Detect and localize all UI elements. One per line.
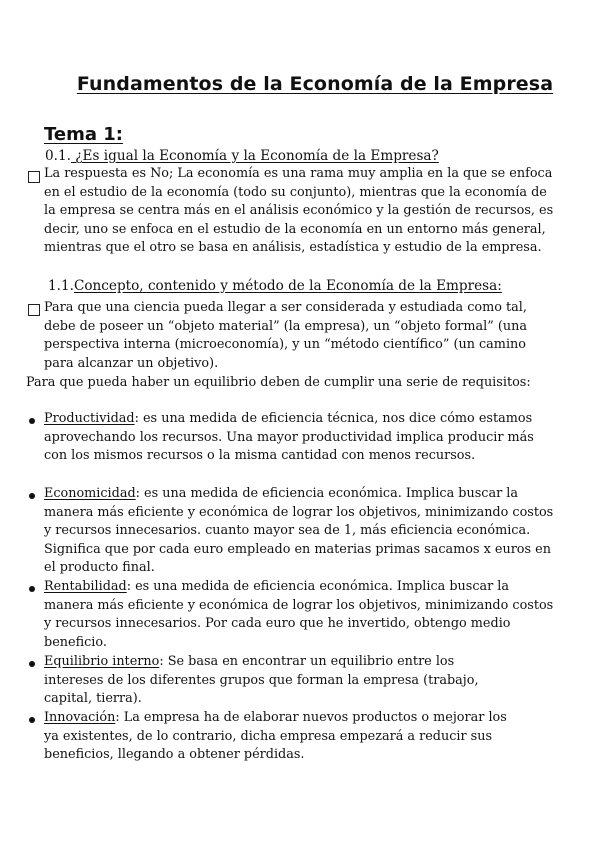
tema-heading: Tema 1: [44, 124, 123, 145]
requirement-term: Productividad [44, 411, 135, 426]
requirement-text: : La empresa ha de elaborar nuevos productos o mejorar los ya existentes, de lo contrario, dicha empresa empezará a reducir sus beneficios, llegando a obtener pérdidas. [44, 710, 507, 762]
requirement-term: Rentabilidad [44, 579, 127, 594]
section-0-number: 0.1. [45, 148, 71, 164]
bullet-icon [29, 418, 35, 424]
requirement-text: : es una medida de eficiencia económica. Implica buscar la manera más eficiente y económica de lograr los objetivos, minimizando costos y recursos innecesarios. cuanto mayor sea de 1, más eficiencia económica. Significa que por cada euro empleado en materias primas sacamos x euros en el producto final. [44, 486, 554, 575]
bullet-icon [29, 717, 35, 723]
document-title: Fundamentos de la Economía de la Empresa [76, 73, 554, 95]
requirement-productividad [44, 410, 544, 466]
requirement-term: Innovación [44, 710, 116, 725]
requirement-equilibrio-interno [44, 653, 514, 709]
section-1-heading-text: Concepto, contenido y método de la Economía de la Empresa: [73, 278, 502, 294]
section-0-heading [45, 148, 439, 164]
checkbox-icon [28, 304, 40, 316]
bullet-icon [29, 493, 35, 499]
bullet-icon [29, 586, 35, 592]
requirement-text: : es una medida de eficiencia técnica, nos dice cómo estamos aprovechando los recursos. Una mayor productividad implica producir más con los mismos recursos o la misma cantidad con menos recursos. [44, 411, 534, 463]
section-0-paragraph: La respuesta es No; La economía es una rama muy amplia en la que se enfoca en el estudio de la economía (todo su conjunto), mientras que la economía de la empresa se centra más en el análisis económico y la gestión de recursos, es decir, uno se enfoca en el estudio de la economía en un entorno más general, mientras que el otro se basa en análisis, estadística y estudio de la empresa. [44, 166, 554, 255]
requirement-text: : es una medida de eficiencia económica. Implica buscar la manera más eficiente y económica de lograr los objetivos, minimizando costos y recursos innecesarios. Por cada euro que he invertido, obtengo medio beneficio. [44, 579, 554, 650]
requirement-text: : Se basa en encontrar un equilibrio entre los intereses de los diferentes grupos que forman la empresa (trabajo, capital, tierra). [44, 654, 479, 706]
requirement-rentabilidad [44, 578, 556, 652]
intro-paragraph: Para que pueda haber un equilibrio deben de cumplir una serie de requisitos: [26, 375, 531, 390]
bullet-icon [29, 661, 35, 667]
section-1-paragraph: Para que una ciencia pueda llegar a ser considerada y estudiada como tal, debe de poseer un “objeto material” (la empresa), un “objeto formal” (una perspectiva interna (microeconomía), y un “método científico” (un camino para alcanzar un objetivo). [44, 300, 527, 371]
section-1-heading [48, 278, 502, 294]
section-0-heading-text: ¿Es igual la Economía y la Economía de la Empresa? [70, 148, 439, 164]
requirement-innovacion [44, 709, 524, 765]
section-1-number: 1.1. [48, 278, 74, 294]
checkbox-icon [28, 171, 40, 183]
requirement-economicidad [44, 485, 556, 578]
requirement-term: Equilibrio interno [44, 654, 160, 669]
requirement-term: Economicidad [44, 486, 136, 501]
